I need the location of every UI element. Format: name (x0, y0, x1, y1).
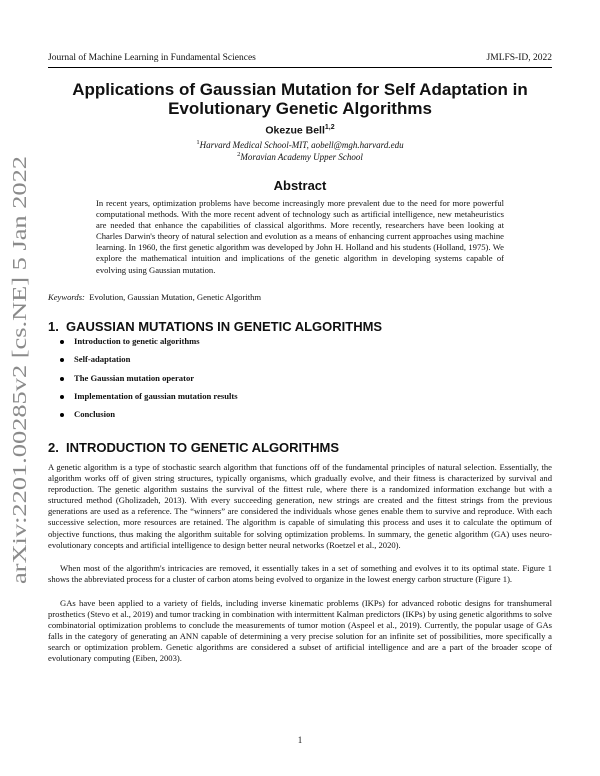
affiliation-2 (0, 151, 600, 162)
list-item-label: Conclusion (74, 409, 116, 420)
paper-title-line1: Applications of Gaussian Mutation for Self Adaptation in (72, 80, 528, 99)
affiliation-1 (0, 139, 600, 150)
running-header (48, 53, 552, 67)
paper-id: JMLFS-ID, 2022 (486, 53, 552, 63)
list-item-label: Self-adaptation (74, 354, 131, 365)
bullet-icon (60, 413, 64, 417)
abstract-text: In recent years, optimization problems have become increasingly more prevalent due to the need for more powerful computational methods. With the more recent advent of technology such as artificial intelligence, new metaheuristics are needed that enhance the capabilities of classical algorithms. More recently, researchers have been looking at Charles Darwin's theory of natural selection and evolution as a means of enhancing current approaches using machine learning. In 1960, the first genetic algorithm was developed by John H. Holland and his students (Holland, 1975). We explore the mathematical intuition and implications of the genetic algorithm in developing systems capable of evolving using Gaussian mutation. (96, 198, 504, 275)
list-item (60, 391, 238, 409)
bullet-icon (60, 377, 64, 381)
author-superscript: 1,2 (324, 124, 335, 131)
affiliation-1-text: Harvard Medical School-MIT, aobell@mgh.harvard.edu (199, 140, 404, 150)
list-item (60, 409, 238, 427)
list-item (60, 354, 238, 372)
arxiv-stamp (2, 155, 36, 585)
keywords-text: Evolution, Gaussian Mutation, Genetic Algorithm (89, 292, 262, 302)
list-item (60, 373, 238, 391)
section-2-number: 2. (48, 440, 59, 455)
section-2-paragraph-3: GAs have been applied to a variety of fields, including inverse kinematic problems (IKPs) for advanced robotic designs for transhumeral prosthetics (Stevo et al., 2019) and tumor tracking in combination with intermittent Kalman predictors (IKPs) by using genetic algorithms to solve combinatorial optimization problems to conclude the measurements of tumor motion (Aspeel et al., 2019). Currently, the popular usage of GAs falls in the category of generating an ANN capable of determining a very precise solution for an infinite set of possibilities, more specifically a search or optimization problem. Genetic algorithms are considered a subset of artificial intelligence and are a part of the broader scope of evolutionary computing (Eiben, 2003). (48, 598, 552, 664)
section-1-heading (48, 319, 382, 334)
bullet-icon (60, 358, 64, 362)
page-number: 1 (297, 735, 303, 745)
list-item-label: The Gaussian mutation operator (74, 372, 195, 383)
list-item (60, 336, 238, 354)
keywords-label: Keywords: (48, 292, 85, 302)
list-item-label: Introduction to genetic algorithms (74, 336, 200, 346)
bullet-icon (60, 395, 64, 399)
affiliation-1-marker: 1 (196, 139, 200, 146)
section-2-paragraph-1: A genetic algorithm is a type of stochastic search algorithm that functions off of the fundamental principles of natural selection. Essentially, the algorithm works off of given string structures, typically organisms, which gradually evolve, and their fitness is characterized by survival and reproduction. The genetic algorithm sustains the survival of the fittest rule, where there is a randomized information exchange but with a structured method (Gholizadeh, 2013). With every succeeding generation, new strings are created and the fittest strings from the previous generations are used as a reference. The “winners” are considered the individuals whose genes enable them to survive and reproduce. With each successive selection, more resources are retained. The algorithm is capable of simulating this process and uses it to calculate the optimum of objective functions, thus making the algorithm suitable for solving optimization problems. In summary, the genetic algorithm (GA) uses neuro-evolutionary concepts and artificial intelligence to design better neural networks (Roetzel et al., 2020). (48, 462, 552, 550)
author (0, 124, 600, 137)
section-1-list (60, 336, 238, 427)
section-1-number: 1. (48, 319, 59, 334)
header-rule (48, 67, 552, 68)
arxiv-id: arXiv:2201.00285v2 [cs.NE] 5 Jan 2022 (10, 267, 31, 584)
author-name: Okezue Bell (265, 124, 325, 137)
section-2-title: INTRODUCTION TO GENETIC ALGORITHMS (66, 440, 339, 455)
abstract-heading: Abstract (273, 178, 327, 193)
affiliation-2-text: Moravian Academy Upper School (240, 152, 363, 162)
section-1-title: GAUSSIAN MUTATIONS IN GENETIC ALGORITHMS (66, 319, 383, 334)
keywords (48, 292, 558, 302)
list-item-label: Implementation of gaussian mutation results (74, 390, 238, 401)
paper-title-line2: Evolutionary Genetic Algorithms (168, 99, 432, 118)
affiliation-2-marker: 2 (237, 151, 241, 158)
section-2-paragraph-2: When most of the algorithm's intricacies are removed, it essentially takes in a set of something and evolves it to its optimal state. Figure 1 shows the abbreviated process for a cluster of carbon atoms being evolved to organize in the lowest energy carbon structure (Figure 1). (48, 563, 552, 585)
bullet-icon (60, 340, 64, 344)
paper-title (60, 80, 540, 118)
journal-name: Journal of Machine Learning in Fundamental Sciences (48, 53, 256, 63)
section-2-heading (48, 440, 339, 455)
